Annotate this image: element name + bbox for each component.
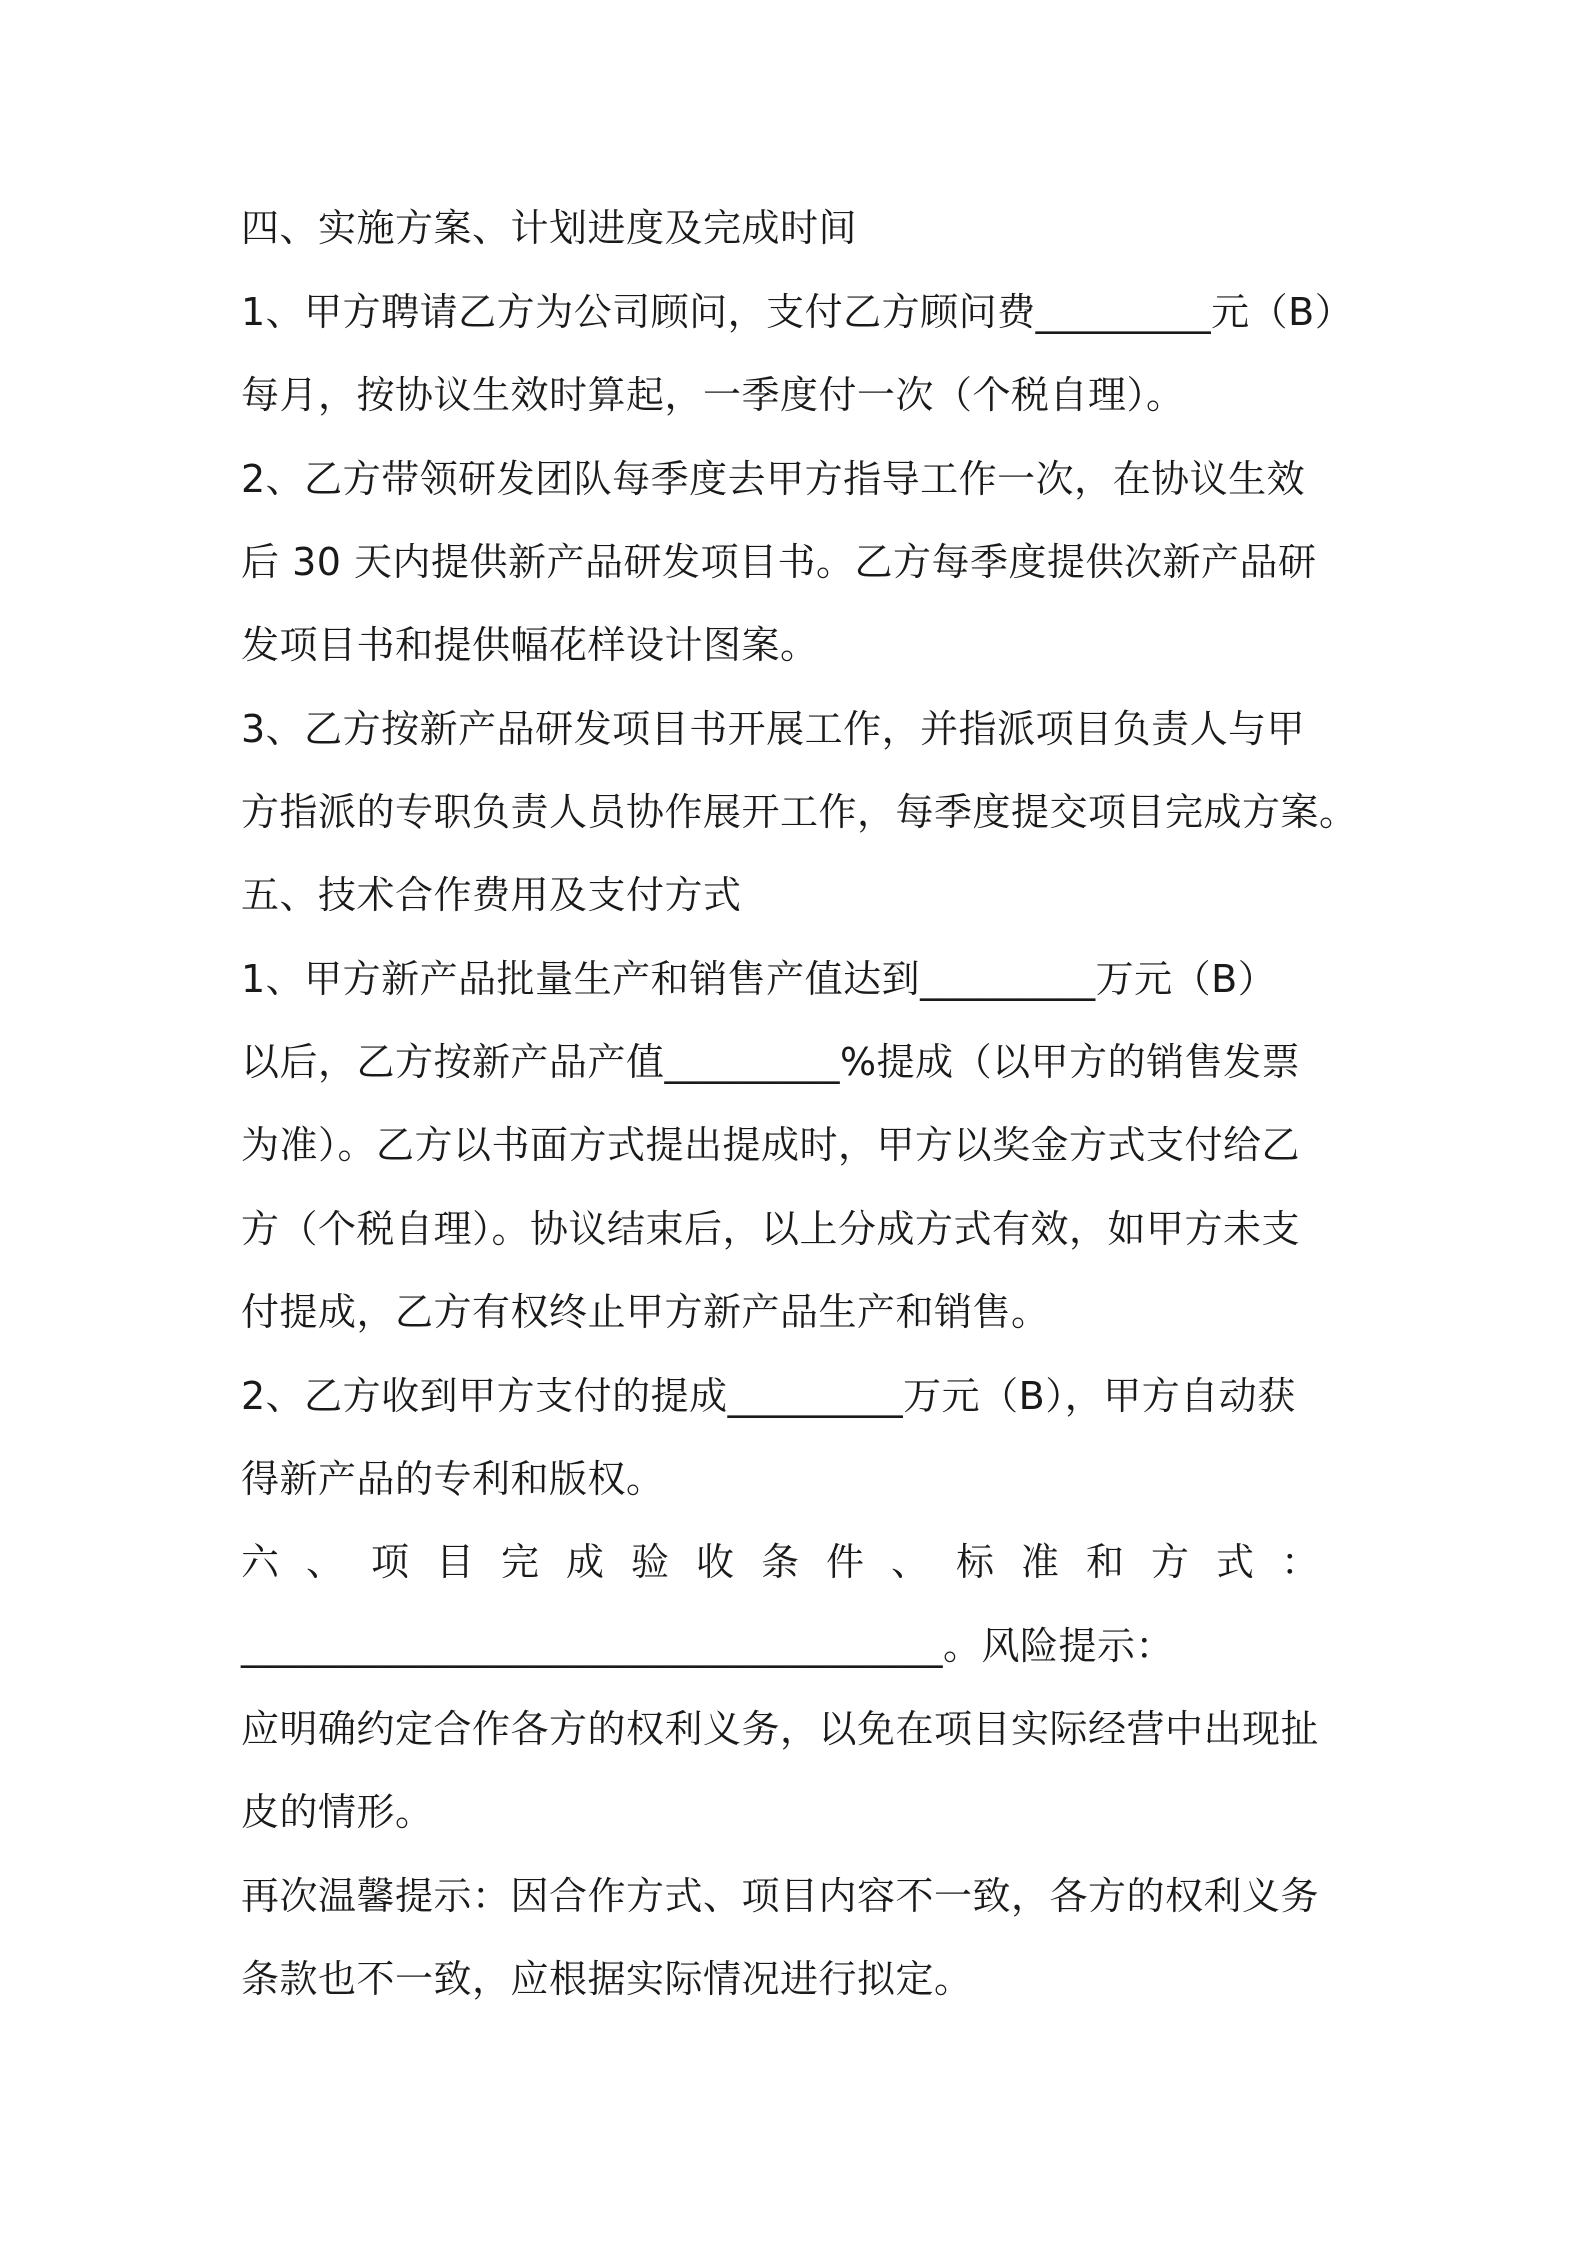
section-heading-fees: 五、技术合作费用及支付方式: [241, 873, 742, 917]
paragraph-line: 应明确约定合作各方的权利义务，以免在项目实际经营中出现扯: [241, 1707, 1320, 1751]
paragraph-line: 方（个税自理）。协议结束后，以上分成方式有效，如甲方未支: [241, 1207, 1301, 1251]
paragraph-line: 后 30 天内提供新产品研发项目书。乙方每季度提供次新产品研: [241, 540, 1317, 584]
paragraph-line: 每月，按协议生效时算起，一季度付一次（个税自理）。: [241, 373, 1185, 417]
paragraph-line: 付提成，乙方有权终止甲方新产品生产和销售。: [241, 1290, 1050, 1334]
paragraph-line: 皮的情形。: [241, 1790, 434, 1834]
paragraph-line: 1、甲方新产品批量生产和销售产值达到_________万元（B）: [241, 957, 1277, 1001]
section-heading-acceptance: 六、项目完成验收条件、标准和方式：: [241, 1540, 1347, 1584]
paragraph-line: 2、乙方带领研发团队每季度去甲方指导工作一次，在协议生效: [241, 457, 1306, 501]
paragraph-line: 为准）。乙方以书面方式提出提成时，甲方以奖金方式支付给乙: [241, 1123, 1301, 1167]
paragraph-line: 发项目书和提供幅花样设计图案。: [241, 623, 819, 667]
paragraph-line: 1、甲方聘请乙方为公司顾问，支付乙方顾问费_________元（B）: [241, 290, 1354, 334]
paragraph-line: 以后，乙方按新产品产值_________%提成（以甲方的销售发票: [241, 1040, 1301, 1084]
paragraph-line: 方指派的专职负责人员协作展开工作，每季度提交项目完成方案。: [241, 790, 1358, 834]
paragraph-line: 再次温馨提示：因合作方式、项目内容不一致，各方的权利义务: [241, 1874, 1320, 1918]
paragraph-line: ____________________________________。风险提示：: [241, 1624, 1175, 1668]
paragraph-line: 3、乙方按新产品研发项目书开展工作，并指派项目负责人与甲: [241, 707, 1306, 751]
paragraph-line: 得新产品的专利和版权。: [241, 1457, 665, 1501]
section-heading-implementation: 四、实施方案、计划进度及完成时间: [241, 206, 858, 250]
paragraph-line: 条款也不一致，应根据实际情况进行拟定。: [241, 1957, 973, 2001]
paragraph-line: 2、乙方收到甲方支付的提成_________万元（B），甲方自动获: [241, 1374, 1296, 1418]
